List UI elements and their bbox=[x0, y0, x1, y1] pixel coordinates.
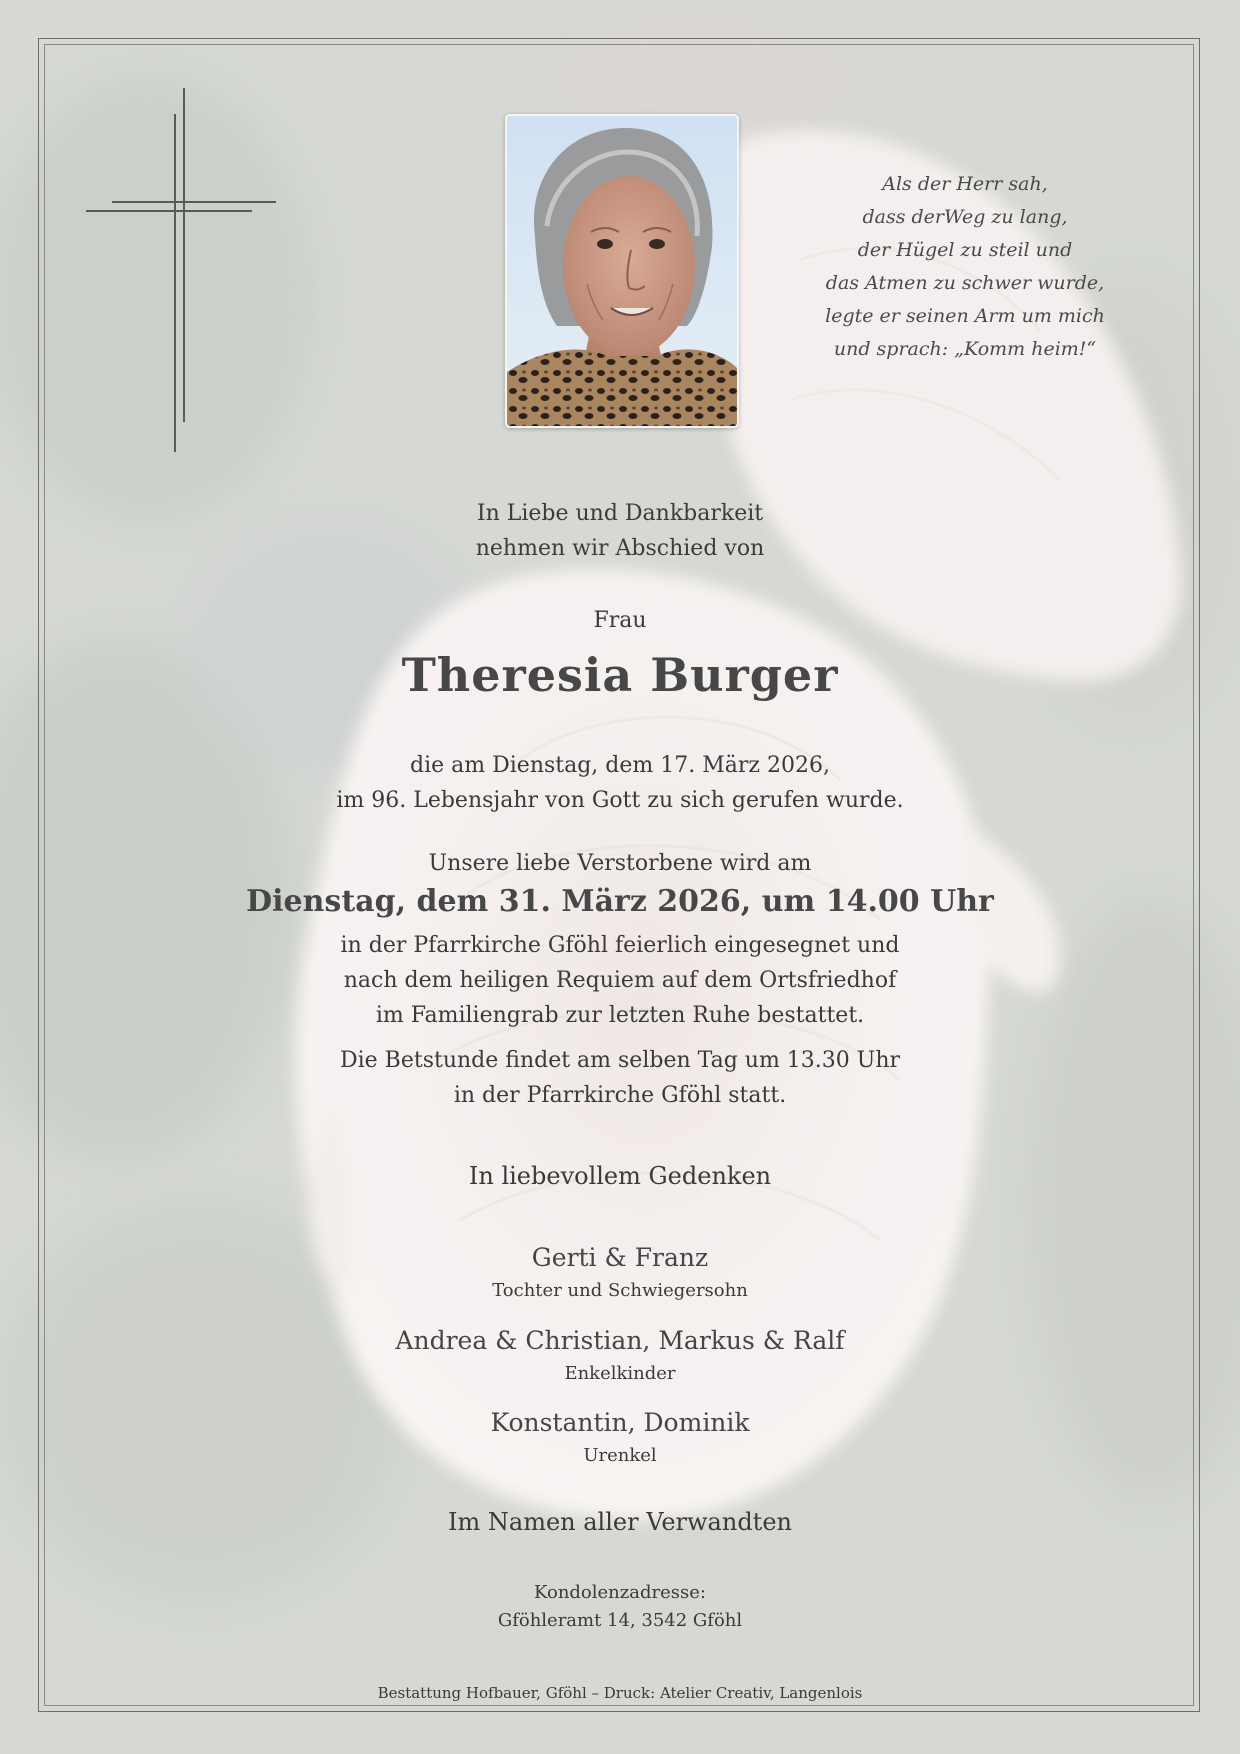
portrait-photo bbox=[505, 114, 739, 428]
prayer-line-1: Die Betstunde findet am selben Tag um 13.30 Uhr bbox=[339, 1048, 901, 1073]
remembrance-heading: In liebevollem Gedenken bbox=[468, 1162, 772, 1190]
poem-line: legte er seinen Arm um mich bbox=[825, 305, 1105, 327]
condolence-address: Gföhleramt 14, 3542 Gföhl bbox=[497, 1610, 743, 1631]
family-relation: Tochter und Schwiegersohn bbox=[492, 1280, 748, 1301]
family-relation: Urenkel bbox=[583, 1445, 657, 1466]
funeral-line-4: im Familiengrab zur letzten Ruhe bestattet. bbox=[375, 1003, 865, 1028]
poem-line: der Hügel zu steil und bbox=[857, 239, 1073, 261]
funeral-line-3: nach dem heiligen Requiem auf dem Ortsfriedhof bbox=[343, 968, 897, 993]
prayer-line-2: in der Pfarrkirche Gföhl statt. bbox=[453, 1083, 787, 1108]
death-info-line-1: die am Dienstag, dem 17. März 2026, bbox=[410, 753, 830, 778]
death-info-line-2: im 96. Lebensjahr von Gott zu sich gerufen wurde. bbox=[336, 788, 904, 813]
condolence-label: Kondolenzadresse: bbox=[534, 1582, 706, 1603]
portrait-image bbox=[507, 116, 737, 426]
cross-icon bbox=[86, 88, 278, 456]
footer-credits: Bestattung Hofbauer, Gföhl – Druck: Atelier Creativ, Langenlois bbox=[377, 1684, 863, 1702]
poem-line: das Atmen zu schwer wurde, bbox=[825, 272, 1105, 294]
family-relation: Enkelkinder bbox=[564, 1363, 676, 1384]
relatives-line: Im Namen aller Verwandten bbox=[448, 1508, 792, 1536]
funeral-date: Dienstag, dem 31. März 2026, um 14.00 Uhr bbox=[246, 884, 994, 919]
family-names: Konstantin, Dominik bbox=[490, 1408, 750, 1437]
funeral-line-1: Unsere liebe Verstorbene wird am bbox=[428, 851, 812, 876]
poem-block bbox=[800, 168, 1130, 366]
funeral-line-2: in der Pfarrkirche Gföhl feierlich eingesegnet und bbox=[340, 933, 900, 958]
poem-line: und sprach: „Komm heim!“ bbox=[833, 338, 1097, 360]
salutation: Frau bbox=[593, 608, 647, 633]
intro-line-1: In Liebe und Dankbarkeit bbox=[476, 501, 764, 526]
poem-line: Als der Herr sah, bbox=[882, 173, 1048, 195]
family-names: Gerti & Franz bbox=[531, 1243, 709, 1272]
poem-line: dass derWeg zu lang, bbox=[862, 206, 1068, 228]
intro-line-2: nehmen wir Abschied von bbox=[475, 536, 765, 561]
deceased-name: Theresia Burger bbox=[401, 648, 839, 702]
family-names: Andrea & Christian, Markus & Ralf bbox=[395, 1326, 845, 1355]
